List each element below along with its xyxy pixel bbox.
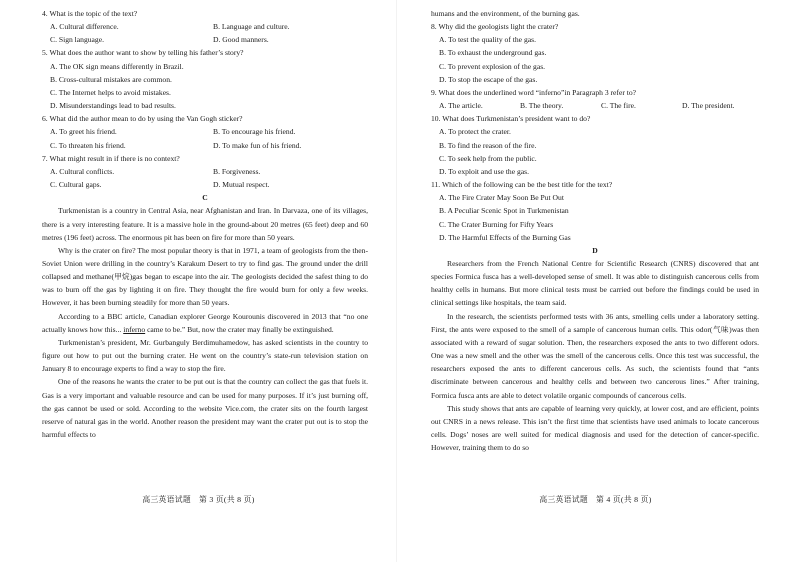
question-10-options	[431, 125, 759, 178]
question-9-stem: 9. What does the underlined word “inferno”in Paragraph 3 refer to?	[431, 87, 637, 97]
paragraph-3-text-before: According to a BBC article, Canadian explorer George Kourounis discovered in 2013 that “no one actually knows how this...	[42, 311, 368, 334]
option-d: D. Mutual respect.	[213, 180, 270, 190]
right-page	[397, 0, 794, 562]
page-footer: 高三英语试题 第 3 页(共 8 页)	[142, 495, 255, 504]
passage-c-paragraph-4: Turkmenistan’s president, Mr. Gurbanguly Berdimuhamedow, has asked scientists in the country to figure out how to put out the burning crater. He went on the country’s state-run television station on January 8 to encourage experts to find a way to stop the fire.	[42, 337, 368, 374]
option-a: A. Cultural difference.	[50, 22, 119, 32]
question-8-stem: 8. Why did the geologists light the crater?	[431, 22, 559, 32]
passage-c-continuation: humans and the environment, of the burning gas.	[431, 9, 580, 18]
option-a: A. Cultural conflicts.	[50, 166, 115, 176]
option-c: C. To threaten his friend.	[50, 140, 126, 150]
passage-c-paragraph-3	[42, 310, 368, 336]
option-b: B. The theory.	[520, 101, 564, 111]
option-c: C. Sign language.	[50, 35, 104, 45]
option-b: B. Forgiveness.	[213, 166, 261, 176]
passage-d-paragraph-1: Researchers from the French National Centre for Scientific Research (CNRS) discovered that ant species Formica fusca has a well-developed sense of smell. It was able to distinguish cancerous cells from healthy cells in humans. But more clinical tests must be carried out before the findings could be used in clinical settings like hospitals, the team said.	[431, 258, 759, 308]
question-6-stem: 6. What did the author mean to do by using the Van Gogh sticker?	[42, 114, 243, 124]
passage-c-paragraph-1: Turkmenistan is a country in Central Asia, near Afghanistan and Iran. In Darvaza, one of its villages, there is a very interesting feature. It is a massive hole in the ground-about 20 metres (65 feet) deep and 60 metres (196 feet) across. The enormous pit has been on fire for more than 50 years.	[42, 206, 368, 242]
underlined-word-inferno: inferno	[123, 324, 146, 334]
option-c: C. The Crater Burning for Fifty Years	[439, 219, 554, 229]
option-c: C. The Internet helps to avoid mistakes.	[50, 87, 171, 97]
option-a: A. The OK sign means differently in Brazil.	[50, 61, 184, 71]
question-7-options	[42, 165, 368, 191]
option-c: C. To prevent explosion of the gas.	[439, 61, 546, 71]
option-d: D. To stop the escape of the gas.	[439, 74, 538, 84]
option-d: D. The Harmful Effects of the Burning Gas	[439, 232, 571, 242]
question-7-stem: 7. What might result in if there is no context?	[42, 153, 180, 163]
passage-d-paragraph-3: This study shows that ants are capable of learning very quickly, at lower cost, and are efficient, points out CNRS in a news release. This isn’t the first time that scientists have used animals to locate cancerous cells. Dogs’ noses are well suited for medical diagnosis and used for the detection of cancer-specific. However, training them to do so	[431, 403, 759, 453]
option-d: D. Good manners.	[213, 35, 269, 45]
paragraph-3-text-after: came to be.” But, now the crater may finally be extinguished.	[147, 324, 334, 334]
question-4-stem: 4. What is the topic of the text?	[42, 9, 138, 18]
option-a: A. To protect the crater.	[439, 127, 511, 137]
option-a: A. To test the quality of the gas.	[439, 35, 536, 45]
option-c: C. The fire.	[601, 101, 636, 111]
passage-d-paragraph-2: In the research, the scientists performed tests with 36 ants, smelling cells under a laboratory setting. First, the ants were exposed to the smell of a sample of cancerous human cells. This odor(气味)was then associated with a reward of sugar solution. Then, the researchers exposed the ants to two different odors. One was a new smell and the other was the smell of the cancerous cells. Once this test was successful, the researchers exposed the ants to different cancerous cells. As such, the scientists found that “ants discriminate between cancerous and healthy cells and between two cancerous lines.” After training, Formica fusca ants are able to detect volatile organic compounds of cancerous cells.	[431, 311, 759, 400]
question-6-options	[42, 125, 368, 151]
left-column	[42, 7, 368, 441]
right-column	[431, 7, 759, 454]
option-a: A. The Fire Crater May Soon Be Put Out	[439, 193, 564, 203]
option-a: A. The article.	[439, 101, 483, 111]
option-d: D. The president.	[682, 101, 735, 111]
question-9-options	[431, 99, 759, 112]
page-footer: 高三英语试题 第 4 页(共 8 页)	[539, 495, 652, 504]
option-c: C. To seek help from the public.	[439, 153, 537, 163]
question-5-stem: 5. What does the author want to show by telling his father’s story?	[42, 48, 244, 58]
option-b: B. Cross-cultural mistakes are common.	[50, 74, 172, 84]
option-d: D. To make fun of his friend.	[213, 140, 302, 150]
option-c: C. Cultural gaps.	[50, 180, 102, 190]
question-4-options	[42, 20, 368, 46]
option-b: B. To encourage his friend.	[213, 127, 296, 137]
option-d: D. Misunderstandings lead to bad results.	[50, 101, 176, 111]
section-heading-d: D	[592, 245, 598, 255]
option-a: A. To greet his friend.	[50, 127, 117, 137]
option-b: B. A Peculiar Scenic Spot in Turkmenistan	[439, 206, 569, 216]
question-8-options	[431, 33, 759, 86]
option-b: B. Language and culture.	[213, 22, 290, 32]
question-10-stem: 10. What does Turkmenistan’s president want to do?	[431, 114, 591, 124]
passage-c-paragraph-2: Why is the crater on fire? The most popular theory is that in 1971, a team of geologists from the then-Soviet Union were drilling in the country’s Karakum Desert to try to find gas. The ground under the drill collapsed and methane(甲烷)gas began to escape into the air. The geologists decided the safest thing to do was to burn off the gas by lighting it on fire. They thought the fire would burn for only a few weeks. However, it has been burning steadily for more than 50 years.	[42, 245, 368, 308]
question-5-options	[42, 60, 368, 113]
question-11-stem: 11. Which of the following can be the best title for the text?	[431, 180, 613, 190]
option-b: B. To find the reason of the fire.	[439, 140, 537, 150]
option-b: B. To exhaust the underground gas.	[439, 48, 547, 58]
passage-c-paragraph-5: One of the reasons he wants the crater to be put out is that the country can collect the gas that fuels it. Gas is a very important and valuable resource and can be used for many purposes. If it’s just burning off, the gas cannot be used or sold. According to the website Vice.com, the crater sits on the fourth largest reserve of natural gas in the world. Another reason the president may want the crater put out is to stop the harmful effects to	[42, 377, 368, 439]
question-11-options	[431, 191, 759, 244]
section-heading-c: C	[202, 193, 208, 203]
option-d: D. To exploit and use the gas.	[439, 166, 530, 176]
